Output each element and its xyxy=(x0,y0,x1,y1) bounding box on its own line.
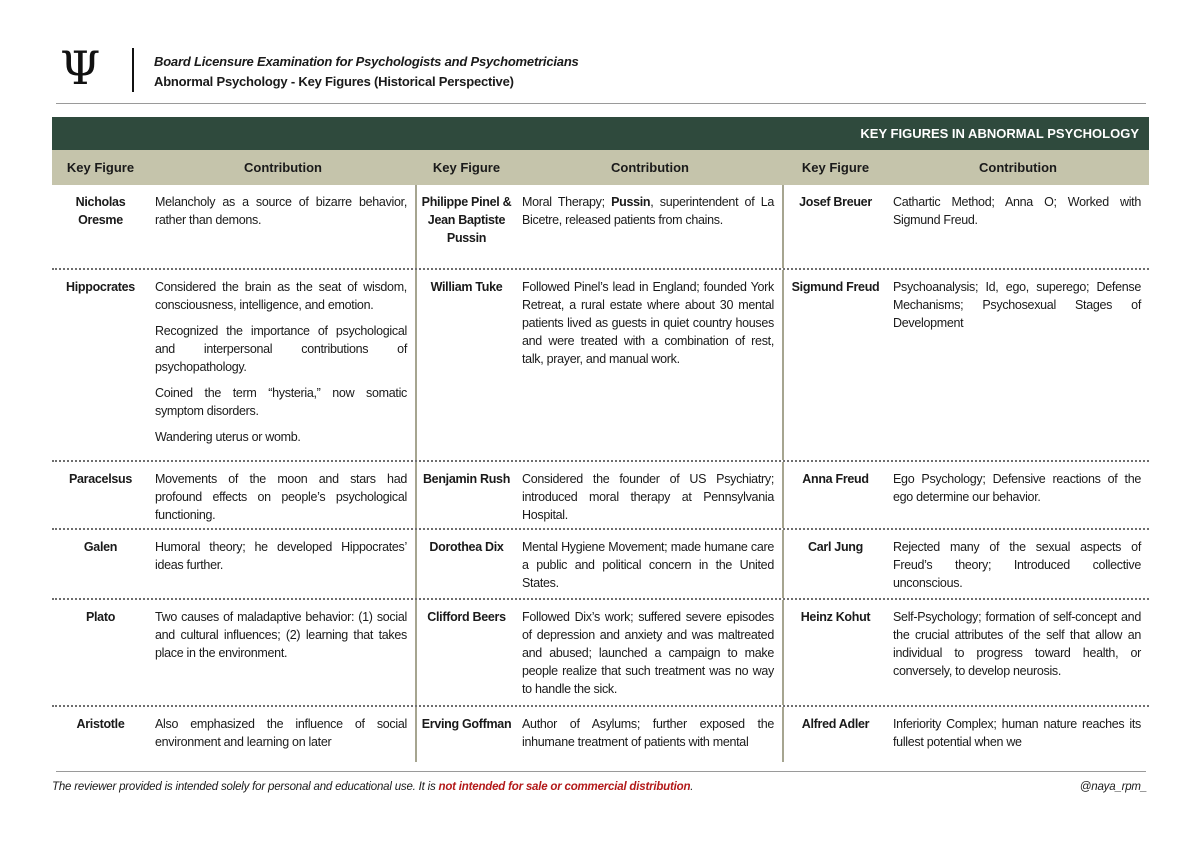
author-handle: @naya_rpm_ xyxy=(1079,781,1147,793)
table-row xyxy=(52,270,1149,462)
document-title: Board Licensure Examination for Psychologists and Psychometricians xyxy=(154,54,579,69)
contribution-text: Melancholy as a source of bizarre behavior, rather than demons. xyxy=(149,185,417,268)
key-figure-name: Plato xyxy=(85,610,116,624)
column-header-contribution-1: Contribution xyxy=(244,160,322,175)
header-rule xyxy=(56,103,1146,104)
contribution-text: Ego Psychology; Defensive reactions of the ego determine our behavior. xyxy=(893,472,1141,504)
contribution-text: Followed Dix’s work; suffered severe episodes of depression and anxiety and was maltreated and abused; launched a campaign to make people realize that such treatment was no way to handle the sick. xyxy=(516,600,784,705)
column-header-key-figure-1: Key Figure xyxy=(66,160,135,175)
contribution-text: Two causes of maladaptive behavior: (1) social and cultural influences; (2) learning that takes place in the environment. xyxy=(149,600,417,705)
key-figure-name: Alfred Adler xyxy=(801,717,870,731)
key-figures-table xyxy=(52,117,1149,762)
column-header-key-figure-2: Key Figure xyxy=(432,160,501,175)
key-figure-name: Dorothea Dix xyxy=(429,540,504,554)
contribution-text: Followed Pinel’s lead in England; founded York Retreat, a rural estate where about 30 mental patients lived as guests in quiet country houses and were treated with a combination of rest, talk, prayer, and manual work. xyxy=(516,270,784,460)
contribution-text: Psychoanalysis; Id, ego, superego; Defense Mechanisms; Psychosexual Stages of Development xyxy=(893,280,1141,330)
contribution-text: Considered the brain as the seat of wisdom, consciousness, intelligence, and emotion. Recognized the importance of psychological and interpersonal contributions of psychopathology. Coined the term “hysteria,” now somatic symptom disorders. Wandering uterus or womb. xyxy=(149,270,417,460)
key-figure-name: Josef Breuer xyxy=(799,195,872,209)
key-figure-name: Philippe Pinel & Jean Baptiste Pussin xyxy=(421,195,512,245)
key-figure-name: Galen xyxy=(83,540,118,554)
contribution-text: Humoral theory; he developed Hippocrates’ ideas further. xyxy=(149,530,417,598)
table-row xyxy=(52,707,1149,762)
contribution-text: Considered the founder of US Psychiatry; introduced moral therapy at Pennsylvania Hospital. xyxy=(516,462,784,528)
contribution-text: Mental Hygiene Movement; made humane care a public and political concern in the United States. xyxy=(516,530,784,598)
key-figure-name: Benjamin Rush xyxy=(422,472,511,486)
header-divider xyxy=(132,48,134,92)
table-row xyxy=(52,530,1149,600)
key-figure-name: Erving Goffman xyxy=(421,717,512,731)
key-figure-name: Clifford Beers xyxy=(427,610,506,624)
footer-rule xyxy=(56,771,1146,772)
key-figure-name: Carl Jung xyxy=(808,540,863,554)
contribution-text: Moral Therapy; Pussin, superintendent of La Bicetre, released patients from chains. xyxy=(516,185,784,268)
key-figure-name: Heinz Kohut xyxy=(800,610,871,624)
document-header xyxy=(60,40,1150,104)
contribution-text: Author of Asylums; further exposed the inhumane treatment of patients with mental xyxy=(516,707,784,762)
key-figure-name: Aristotle xyxy=(76,717,125,731)
key-figure-name: Hippocrates xyxy=(66,280,135,294)
column-header-contribution-2: Contribution xyxy=(611,160,689,175)
table-row xyxy=(52,462,1149,530)
contribution-text: Movements of the moon and stars had profound effects on people’s psychological functioning. xyxy=(149,462,417,528)
contribution-text: Cathartic Method; Anna O; Worked with Sigmund Freud. xyxy=(893,195,1141,227)
psi-logo: Ψ xyxy=(60,41,101,95)
table-banner: KEY FIGURES IN ABNORMAL PSYCHOLOGY xyxy=(52,117,1149,150)
contribution-text: Self-Psychology; formation of self-concept and the crucial attributes of the self that allow an individual to progress toward health, or conversely, to develop neurosis. xyxy=(893,610,1141,678)
contribution-text: Rejected many of the sexual aspects of Freud’s theory; Introduced collective unconscious. xyxy=(893,540,1141,590)
contribution-text: Inferiority Complex; human nature reaches its fullest potential when we xyxy=(893,717,1141,749)
document-footer xyxy=(52,781,1147,793)
key-figure-name: Nicholas Oresme xyxy=(75,195,126,227)
key-figure-name: Anna Freud xyxy=(802,472,869,486)
column-headers xyxy=(52,150,1149,185)
table-row xyxy=(52,600,1149,707)
table-row xyxy=(52,185,1149,270)
key-figure-name: William Tuke xyxy=(430,280,503,294)
footer-disclaimer: The reviewer provided is intended solely for personal and educational use. It is not intended for sale or commercial distribution. xyxy=(52,781,694,793)
column-header-key-figure-3: Key Figure xyxy=(801,160,870,175)
column-header-contribution-3: Contribution xyxy=(979,160,1057,175)
key-figure-name: Sigmund Freud xyxy=(791,280,880,294)
contribution-text: Also emphasized the influence of social environment and learning on later xyxy=(149,707,417,762)
key-figure-name: Paracelsus xyxy=(68,472,133,486)
document-subtitle: Abnormal Psychology - Key Figures (Historical Perspective) xyxy=(154,74,514,89)
